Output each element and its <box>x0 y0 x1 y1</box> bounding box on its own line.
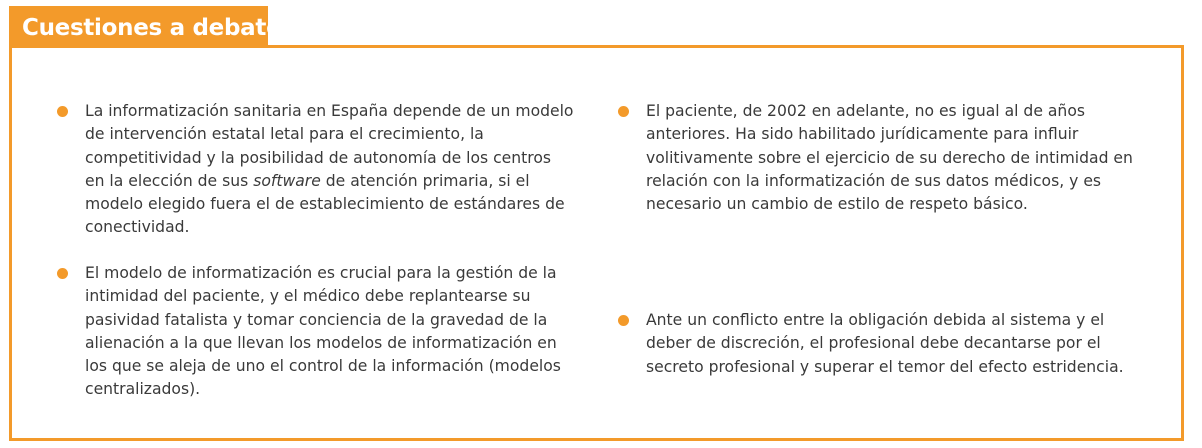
bullet-dot-icon <box>57 106 68 117</box>
section-title: Cuestiones a debate <box>22 15 282 41</box>
emphasis-text: software <box>253 171 321 190</box>
bullet-text: El modelo de informatización es crucial para la gestión de la intimidad del paciente, y el médico debe replantearse su pasividad fatalista y tomar conciencia de la gravedad de la alienación a la que llevan los modelos de informatización en los que se aleja de uno el control de la información (modelos centralizados). <box>85 264 561 399</box>
bullet-dot-icon <box>57 268 68 279</box>
bullet-item <box>85 262 575 402</box>
bullet-text: La informatización sanitaria en España depende de un modelo de intervención estatal letal para el crecimiento, la competitividad y la posibilidad de autonomía de los centros en la elección de sus software de atención primaria, si el modelo elegido fuera el de establecimiento de estándares de conectividad. <box>85 102 574 237</box>
bullet-text: El paciente, de 2002 en adelante, no es igual al de años anteriores. Ha sido habilitado jurídicamente para influir volitivamente sobre el ejercicio de su derecho de intimidad en relación con la informatización de sus datos médicos, y es necesario un cambio de estilo de respeto básico. <box>646 102 1133 214</box>
bullet-dot-icon <box>618 315 629 326</box>
bullet-item <box>646 309 1136 379</box>
bullet-item <box>85 100 575 240</box>
bullet-dot-icon <box>618 106 629 117</box>
bullet-text: Ante un conflicto entre la obligación debida al sistema y el deber de discreción, el profesional debe decantarse por el secreto profesional y superar el temor del efecto estridencia. <box>646 311 1124 376</box>
bullet-item <box>646 100 1136 216</box>
